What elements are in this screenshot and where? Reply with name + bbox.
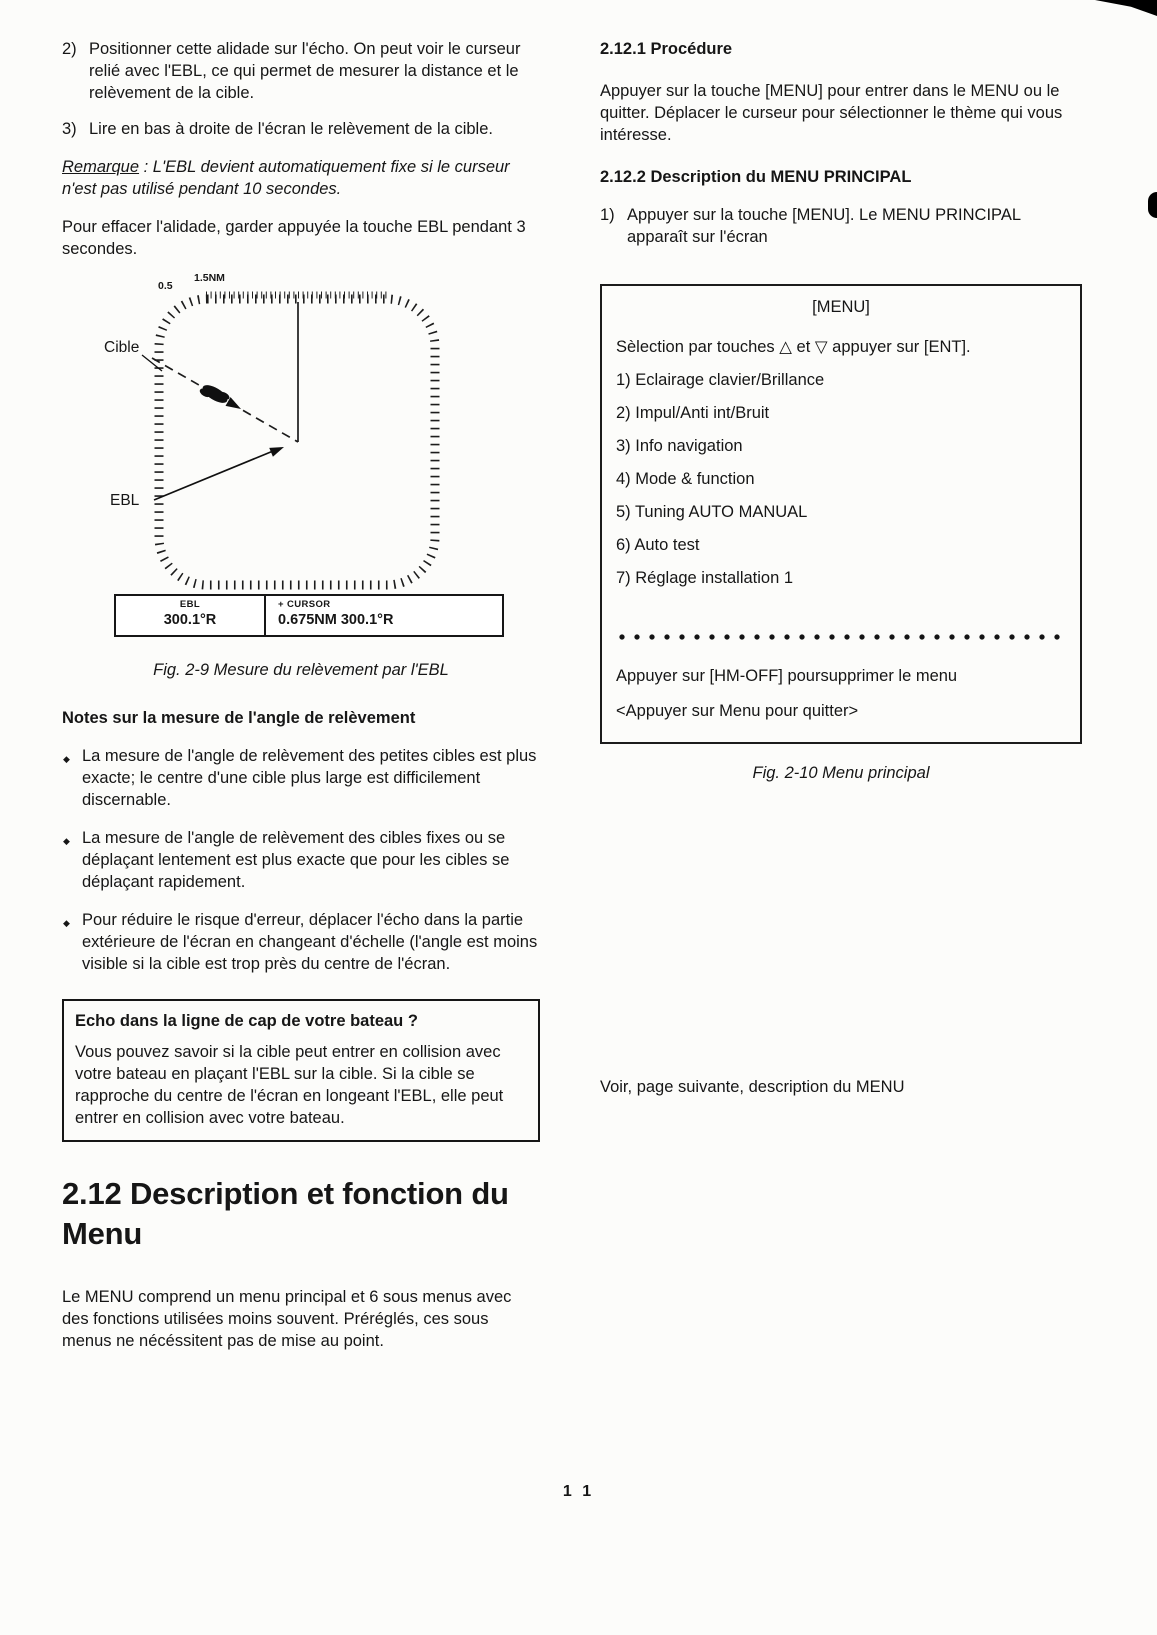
dotted-separator — [618, 633, 1064, 641]
left-column — [62, 38, 540, 1352]
menu-title: [MENU] — [812, 298, 870, 316]
remarque-paragraph — [62, 156, 540, 200]
menu-item: 2) Impul/Anti int/Bruit — [616, 404, 770, 422]
ebl-readout-value: 300.1°R — [163, 612, 217, 628]
menu-item: 3) Info navigation — [616, 437, 743, 455]
menu-item: 7) Réglage installation 1 — [616, 569, 794, 587]
target-label: Cible — [104, 339, 140, 356]
item-number: 2) — [62, 40, 77, 58]
section-2-12-intro: Le MENU comprend un menu principal et 6 sous menus avec des fonctions utilisées moins souvent. Préréglés, ces sous menus ne nécéssitent pas de mise au point. — [62, 1288, 512, 1350]
erase-paragraph: Pour effacer l'alidade, garder appuyée la touche EBL pendant 3 secondes. — [62, 218, 526, 258]
radar-figure — [62, 272, 540, 681]
figure-2-9-caption: Fig. 2-9 Mesure du relèvement par l'EBL — [153, 661, 449, 679]
remarque-label: Remarque — [62, 158, 140, 176]
numbered-item-2 — [62, 38, 540, 104]
menu-hint-quit: <Appuyer sur Menu pour quitter> — [616, 702, 859, 720]
item-number: 3) — [62, 120, 77, 138]
remarque-text: : L'EBL devient automatiquement fixe si le curseur n'est pas utilisé pendant 10 secondes. — [62, 158, 510, 198]
procedure-paragraph: Appuyer sur la touche [MENU] pour entrer dans le MENU ou le quitter. Déplacer le curseur pour sélectionner le thème qui vous intéresse. — [600, 82, 1063, 144]
ebl-label: EBL — [110, 492, 140, 509]
collision-note-box — [62, 999, 540, 1142]
range-scale-label: 1.5NM — [194, 272, 225, 284]
see-next-page-note: Voir, page suivante, description du MENU — [600, 1078, 905, 1096]
note-bullet: ◆ Pour réduire le risque d'erreur, déplacer l'écho dans la partie extérieure de l'écran en changeant d'échelle (l'angle est moins visible si la cible est trop près du centre de l'écran. — [62, 909, 540, 975]
note-bullet: ◆ La mesure de l'angle de relèvement des petites cibles est plus exacte; le centre d'une cible plus large est difficilement discernable. — [62, 745, 540, 811]
ebl-arrowhead — [226, 397, 244, 413]
menu-hint-hm-off: Appuyer sur [HM-OFF] poursupprimer le menu — [616, 667, 958, 685]
notes-heading: Notes sur la mesure de l'angle de relèvement — [62, 709, 416, 727]
menu-item: 6) Auto test — [616, 536, 700, 554]
figure-2-10-caption: Fig. 2-10 Menu principal — [752, 764, 930, 782]
cursor-readout-label: + CURSOR — [278, 599, 331, 610]
target-echo-blob — [198, 381, 230, 408]
main-menu-figure — [600, 284, 1082, 744]
scan-artifact-edge — [1148, 192, 1157, 218]
scan-artifact-corner — [1095, 0, 1157, 16]
item-text: Lire en bas à droite de l'écran le relèvement de la cible. — [89, 120, 493, 138]
radar-display-diagram — [102, 272, 552, 590]
menu-subtitle: Sèlection par touches △ et ▽ appuyer sur [ENT]. — [616, 338, 971, 356]
numbered-item-3 — [62, 118, 540, 140]
menu-item: 5) Tuning AUTO MANUAL — [616, 503, 808, 521]
cursor-readout-cell — [266, 596, 502, 635]
item-text: Positionner cette alidade sur l'écho. On peut voir le curseur relié avec l'EBL, ce qui permet de mesurer la distance et le relèvement de la cible. — [89, 40, 521, 102]
numbered-step-1 — [600, 204, 1082, 248]
cursor-readout-value: 0.675NM 300.1°R — [278, 612, 394, 628]
collision-note-title: Echo dans la ligne de cap de votre bateau ? — [75, 1012, 418, 1030]
note-bullet: ◆ La mesure de l'angle de relèvement des cibles fixes ou se déplaçant lentement est plus exacte que pour les cibles se déplaçant rapidement. — [62, 827, 540, 893]
collision-note-body: Vous pouvez savoir si la cible peut entrer en collision avec votre bateau en plaçant l'EBL sur la cible. Si la cible se rapproche du centre de l'écran en longeant l'EBL, elle peut entrer en collision avec votre bateau. — [75, 1043, 504, 1127]
ebl-pointer-line — [154, 449, 278, 500]
range-ring-label: 0.5 — [158, 280, 173, 292]
step-text: Appuyer sur la touche [MENU]. Le MENU PRINCIPAL apparaît sur l'écran — [627, 206, 1021, 246]
procedure-heading: 2.12.1 Procédure — [600, 40, 733, 58]
radar-readout-bar — [114, 594, 504, 637]
section-2-12-heading: 2.12 Description et fonction du Menu — [62, 1176, 509, 1251]
step-number: 1) — [600, 206, 615, 224]
menu-description-heading: 2.12.2 Description du MENU PRINCIPAL — [600, 168, 912, 186]
page-number: 1 1 — [562, 1483, 595, 1500]
menu-item: 4) Mode & function — [616, 470, 755, 488]
ebl-pointer-arrowhead — [269, 443, 286, 457]
menu-item: 1) Eclairage clavier/Brillance — [616, 371, 825, 389]
right-column — [600, 38, 1082, 1098]
ebl-readout-cell — [116, 596, 266, 635]
ebl-readout-label: EBL — [179, 599, 201, 610]
